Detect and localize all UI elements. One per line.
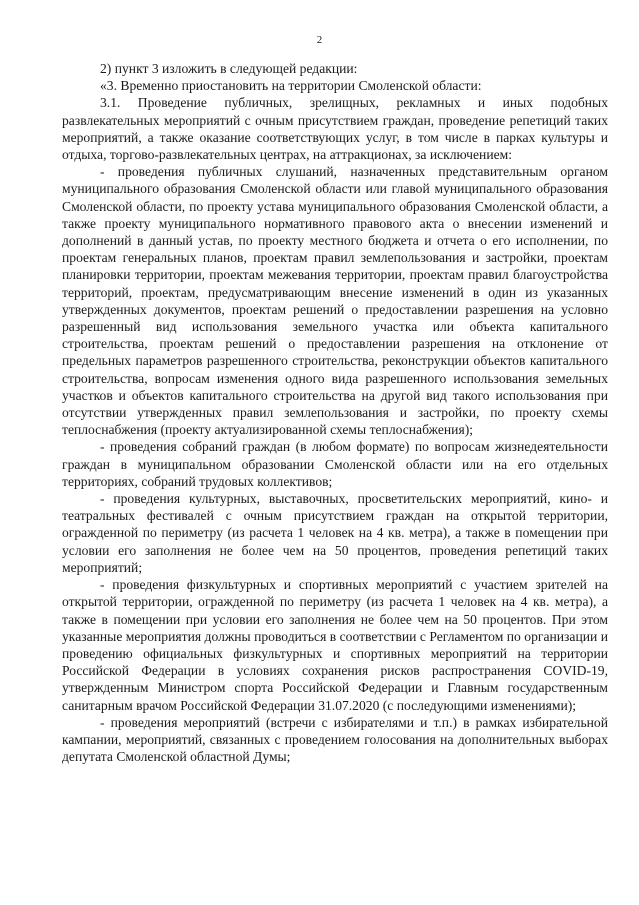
list-item-sport-events: - проведения физкультурных и спортивных мероприятий с участием зрителей на открытой территории, огражденной по периметру (из расчета 1 человек на 4 кв. метра), а также в помещении при условии его заполнения не более чем на 50 процентов. При этом указанные мероприятия должны проводиться в соответствии с Регламентом по организации и проведению официальных физкультурных и спортивных мероприятий на территории Российской Федерации в условиях сохранения рисков распространения COVID-19, утвержденным Министром спорта Российской Федерации и Главным государственным санитарным врачом Российской Федерации 31.07.2020 (с последующими изменениями); [62,577,608,713]
list-item-election-events: - проведения мероприятий (встречи с избирателями и т.п.) в рамках избирательной кампании, мероприятий, связанных с проведением голосования на дополнительных выборах депутата Смоленской областной Думы; [62,714,608,765]
document-body [62,60,608,765]
paragraph-section-3: «3. Временно приостановить на территории Смоленской области: [100,78,482,94]
list-item-cultural-events: - проведения культурных, выставочных, просветительских мероприятий, кино- и театральных фестивалей с очным присутствием граждан на открытой территории, огражденной по периметру (из расчета 1 человек на 4 кв. метра), а также в помещении при условии его заполнения не более чем на 50 процентов, проведения репетиций таких мероприятий; [62,491,608,575]
list-item-public-hearings: - проведения публичных слушаний, назначенных представительным органом муниципального образования Смоленской области или главой муниципального образования Смоленской области, по проекту устава муниципального образования Смоленской области, а также проекту муниципального нормативного правового акта о внесении изменений и дополнений в данный устав, по проекту местного бюджета и отчета о его исполнении, по проектам генеральных планов, проектам правил землепользования и застройки, проектам планировки территории, проектам межевания территории, проектам правил благоустройства территорий, проектам, предусматривающим внесение изменений в один из указанных утвержденных документов, проектам решений о предоставлении разрешения на условно разрешенный вид использования земельного участка или объекта капитального строительства, проектам решений о предоставлении разрешения на отклонение от предельных параметров разрешенного строительства, реконструкции объектов капитального строительства, вопросам изменения одного вида разрешенного использования земельных участков и объектов капитального строительства на другой вид такого использования при отсутствии утвержденных правил землепользования и застройки, по проекту схемы теплоснабжения (проекту актуализированной схемы теплоснабжения); [62,164,608,438]
page-number: 2 [316,34,323,46]
paragraph-section-3-1: 3.1. Проведение публичных, зрелищных, рекламных и иных подобных развлекательных мероприятий с очным присутствием граждан, проведение репетиций таких мероприятий, а также оказание соответствующих услуг, в том числе в парках культуры и отдыха, торгово-развлекательных центрах, на аттракционах, за исключением: [62,95,608,163]
paragraph-amendment-intro: 2) пункт 3 изложить в следующей редакции: [100,61,358,76]
list-item-citizen-meetings: - проведения собраний граждан (в любом формате) по вопросам жизнедеятельности граждан в муниципальном образовании Смоленской области или на его отдельных территориях, собраний трудовых коллективов; [62,439,608,489]
